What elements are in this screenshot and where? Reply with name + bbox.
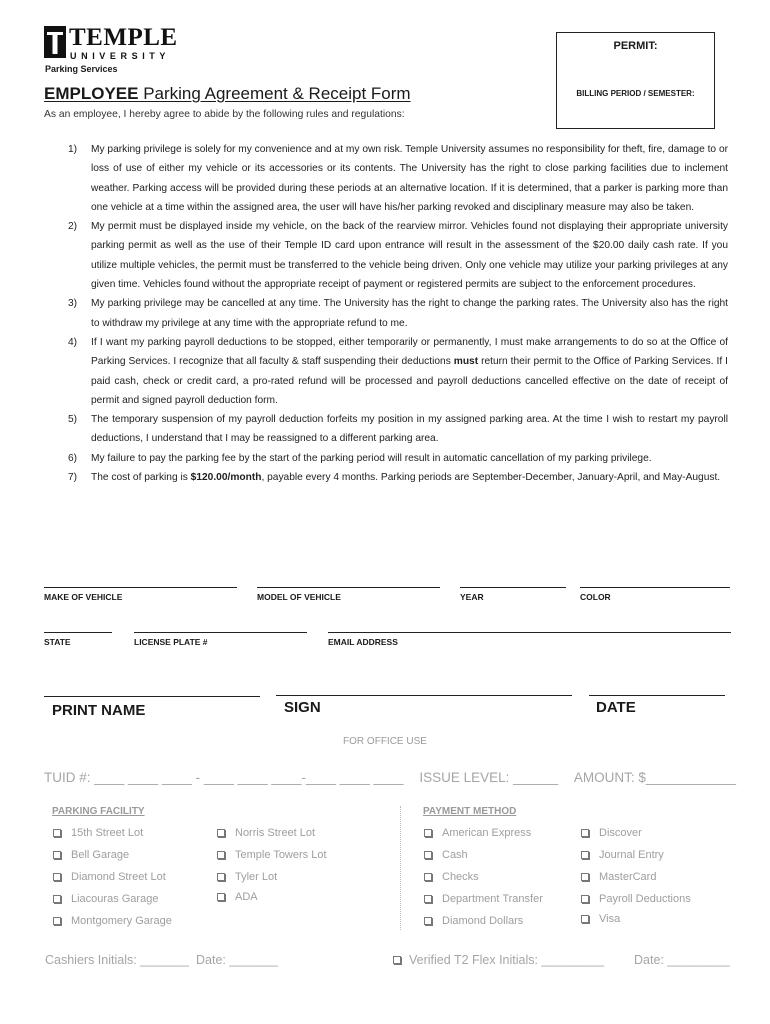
email-address-field[interactable] — [328, 632, 731, 647]
option-label: Liacouras Garage — [71, 893, 159, 905]
field-label: MODEL OF VEHICLE — [257, 592, 341, 602]
facility-option[interactable] — [53, 893, 158, 905]
payment-option[interactable] — [581, 913, 620, 925]
rule-text: My permit must be displayed inside my vehicle, on the back of the rearview mirror. Vehicles found not displaying their appropriate university parking permit as well as the use of their Temple ID card upon entrance will result in the assessment of the $20.00 daily cash rate. If you utilize multiple vehicles, the permit must be transferred to the vehicle being driven. Only one vehicle may utilize your parking privileges at any given time. Vehicles found without the appropriate receipt of payment or registered permits are subject to the enforcement procedures. — [91, 221, 728, 291]
field-label: LICENSE PLATE # — [134, 637, 208, 647]
checkbox-icon[interactable] — [53, 851, 61, 859]
option-label: Cash — [442, 849, 468, 861]
form-title — [44, 84, 411, 104]
rule-number: 1) — [68, 144, 78, 155]
checkbox-icon[interactable] — [424, 873, 432, 881]
option-label: Diamond Street Lot — [71, 871, 166, 883]
payment-option[interactable] — [581, 871, 656, 883]
rule-item — [44, 333, 728, 410]
field-line — [44, 632, 112, 633]
rule-item — [44, 468, 728, 487]
payment-option[interactable] — [581, 893, 691, 905]
checkbox-icon[interactable] — [53, 917, 61, 925]
checkbox-icon[interactable] — [581, 915, 589, 923]
rule-item — [44, 410, 728, 449]
rule-text-emphasis: must — [453, 356, 479, 368]
field-line — [328, 632, 731, 633]
payment-option[interactable] — [581, 827, 642, 839]
rule-text-part: , payable every 4 months. Parking periods are September-December, January-April, and May-August. — [261, 472, 721, 484]
rule-number: 3) — [68, 298, 78, 310]
field-line — [589, 695, 725, 696]
temple-logo — [44, 26, 194, 62]
rule-text: My failure to pay the parking fee by the start of the parking period will result in automatic cancellation of my parking privilege. — [91, 452, 652, 464]
facility-option[interactable] — [53, 827, 143, 839]
form-title-bold: EMPLOYEE — [44, 84, 139, 103]
checkbox-icon[interactable] — [424, 829, 432, 837]
checkbox-icon[interactable] — [53, 829, 61, 837]
option-label: Temple Towers Lot — [235, 849, 327, 861]
payment-option[interactable] — [424, 871, 479, 883]
checkbox-icon[interactable] — [581, 829, 589, 837]
checkbox-icon[interactable] — [581, 895, 589, 903]
column-divider — [400, 806, 401, 930]
tuid-field[interactable]: TUID #: ____ ____ ____ - ____ ____ ____-____ ____ ____ — [44, 770, 404, 785]
permit-label: PERMIT: — [613, 40, 658, 52]
checkbox-icon[interactable] — [581, 873, 589, 881]
license-plate-field[interactable] — [134, 632, 307, 647]
field-line — [276, 695, 572, 696]
intro-text: As an employee, I hereby agree to abide by the following rules and regulations: — [44, 109, 405, 120]
rule-text-part: return their permit to the Office of Parking Services. If I paid cash, check or credit card, a pro-rated refund will be processed and payroll deductions cancelled effective on the date of receipt of permit and signed payroll deduction form. — [91, 356, 729, 406]
option-label: Discover — [599, 827, 642, 839]
checkbox-icon[interactable] — [424, 895, 432, 903]
verified-date-field[interactable] — [634, 953, 730, 967]
option-label: Visa — [599, 913, 621, 925]
parking-facility-heading: PARKING FACILITY — [52, 806, 145, 817]
cashiers-initials-label: Cashiers Initials: _______ — [45, 953, 189, 967]
option-label: Diamond Dollars — [442, 915, 524, 927]
form-title-rest: Parking Agreement & Receipt Form — [138, 84, 411, 103]
rule-item — [44, 294, 728, 333]
field-label: YEAR — [460, 592, 484, 602]
rule-number: 5) — [68, 414, 78, 426]
payment-option[interactable] — [424, 915, 523, 927]
verified-date-label: Date: _________ — [634, 953, 730, 967]
payment-option[interactable] — [581, 849, 664, 861]
print-name-field[interactable] — [44, 696, 260, 719]
option-label: ADA — [235, 891, 258, 903]
rules-list — [44, 140, 728, 487]
option-label: Norris Street Lot — [235, 827, 316, 839]
rule-number: 4) — [68, 336, 78, 348]
color-field[interactable] — [580, 587, 730, 602]
payment-option[interactable] — [424, 827, 531, 839]
cashier-date-field[interactable] — [196, 953, 278, 967]
rule-number: 7) — [68, 472, 78, 484]
field-line — [134, 632, 307, 633]
checkbox-icon[interactable] — [53, 873, 61, 881]
cashier-date-label: Date: _______ — [196, 953, 279, 967]
field-label: EMAIL ADDRESS — [328, 637, 398, 647]
year-field[interactable] — [460, 587, 566, 602]
permit-box — [556, 32, 715, 129]
facility-option[interactable] — [217, 891, 258, 903]
rule-text — [91, 468, 728, 487]
facility-option[interactable] — [217, 871, 277, 883]
option-label: Montgomery Garage — [71, 915, 172, 927]
rule-item — [44, 449, 728, 468]
field-label: DATE — [596, 699, 636, 716]
rule-item — [44, 217, 728, 294]
facility-option[interactable] — [53, 849, 129, 861]
option-label: Journal Entry — [599, 849, 664, 861]
field-label: SIGN — [284, 699, 321, 716]
facility-option[interactable] — [217, 827, 315, 839]
field-label: PRINT NAME — [52, 702, 146, 719]
facility-option[interactable] — [53, 871, 166, 883]
rule-text: My parking privilege is solely for my convenience and at my own risk. Temple University assumes no responsibility for theft, fire, damage to or loss of use of either my vehicle or its accessories or its contents. The University has the right to close parking facilities due to inclement weather. Parking access will be provided during these periods at an alternative location. If it is determined, that a parker is parking more than one vehicle at a time within the assigned area, the user will have his/her parking revoked and disciplinary measure may also be taken. — [91, 144, 728, 213]
rule-text-part: If I want my parking payroll deductions to be stopped, either temporarily or permanently, I must make arrangements to do so at the Office of Parking Services. I recognize that all faculty & staff suspending their deductions — [91, 336, 728, 368]
checkbox-icon[interactable] — [217, 829, 225, 837]
rule-item — [44, 140, 728, 217]
billing-period-label: BILLING PERIOD / SEMESTER: — [576, 89, 695, 98]
sign-field[interactable] — [276, 695, 572, 716]
payment-option[interactable] — [424, 849, 468, 861]
option-label: Payroll Deductions — [599, 893, 691, 905]
department-name: Parking Services — [45, 64, 118, 74]
checkbox-icon[interactable] — [581, 851, 589, 859]
rule-text-part: The cost of parking is — [91, 472, 191, 484]
issue-level-field[interactable]: ISSUE LEVEL: ______ — [419, 770, 559, 785]
logo-wordmark: TEMPLE — [69, 24, 178, 51]
rule-text: The temporary suspension of my payroll deduction forfeits my position in my assigned parking area. At the time I wish to restart my payroll deductions, I understand that I may be reassigned to a different parking area. — [91, 414, 728, 445]
parking-cost: $120.00/month — [190, 472, 262, 484]
rule-text: My parking privilege may be cancelled at any time. The University has the right to change the parking rates. The University also has the right to withdraw my privilege at any time with the appropriate refund to me. — [91, 298, 728, 329]
option-label: Bell Garage — [71, 849, 130, 861]
temple-t-logo-icon — [44, 26, 66, 58]
checkbox-icon[interactable] — [217, 851, 225, 859]
rule-text — [91, 333, 728, 410]
payment-method-heading: PAYMENT METHOD — [423, 806, 517, 817]
option-label: Checks — [442, 871, 479, 883]
field-label: MAKE OF VEHICLE — [44, 592, 123, 602]
make-of-vehicle-field[interactable] — [44, 587, 237, 602]
option-label: Department Transfer — [442, 893, 543, 905]
date-field[interactable] — [589, 695, 725, 716]
payment-option[interactable] — [424, 893, 543, 905]
amount-field[interactable]: AMOUNT: $____________ — [573, 770, 737, 785]
model-of-vehicle-field[interactable] — [257, 587, 440, 602]
field-line — [44, 696, 260, 697]
checkbox-icon[interactable] — [424, 917, 432, 925]
option-label: 15th Street Lot — [71, 827, 144, 839]
tuid-row — [44, 770, 736, 785]
option-label: American Express — [442, 827, 532, 839]
option-label: Tyler Lot — [235, 871, 278, 883]
rule-number: 2) — [68, 221, 78, 233]
checkbox-icon[interactable] — [53, 895, 61, 903]
field-label: COLOR — [580, 592, 611, 602]
option-label: MasterCard — [599, 871, 657, 883]
cashiers-initials-field[interactable] — [45, 953, 189, 967]
field-line — [580, 587, 730, 588]
office-use-heading: FOR OFFICE USE — [343, 736, 427, 747]
facility-option[interactable] — [53, 915, 172, 927]
checkbox-icon[interactable] — [217, 873, 225, 881]
rule-number: 6) — [68, 452, 78, 464]
field-label: STATE — [44, 637, 71, 647]
field-line — [257, 587, 440, 588]
verified-t2-flex-field[interactable] — [393, 953, 604, 967]
field-line — [44, 587, 237, 588]
logo-subtitle: UNIVERSITY — [70, 51, 171, 61]
field-line — [460, 587, 566, 588]
checkbox-icon[interactable] — [424, 851, 432, 859]
checkbox-icon[interactable] — [393, 956, 401, 964]
verified-label: Verified T2 Flex Initials: _________ — [409, 953, 605, 967]
facility-option[interactable] — [217, 849, 327, 861]
checkbox-icon[interactable] — [217, 893, 225, 901]
state-field[interactable] — [44, 632, 112, 647]
